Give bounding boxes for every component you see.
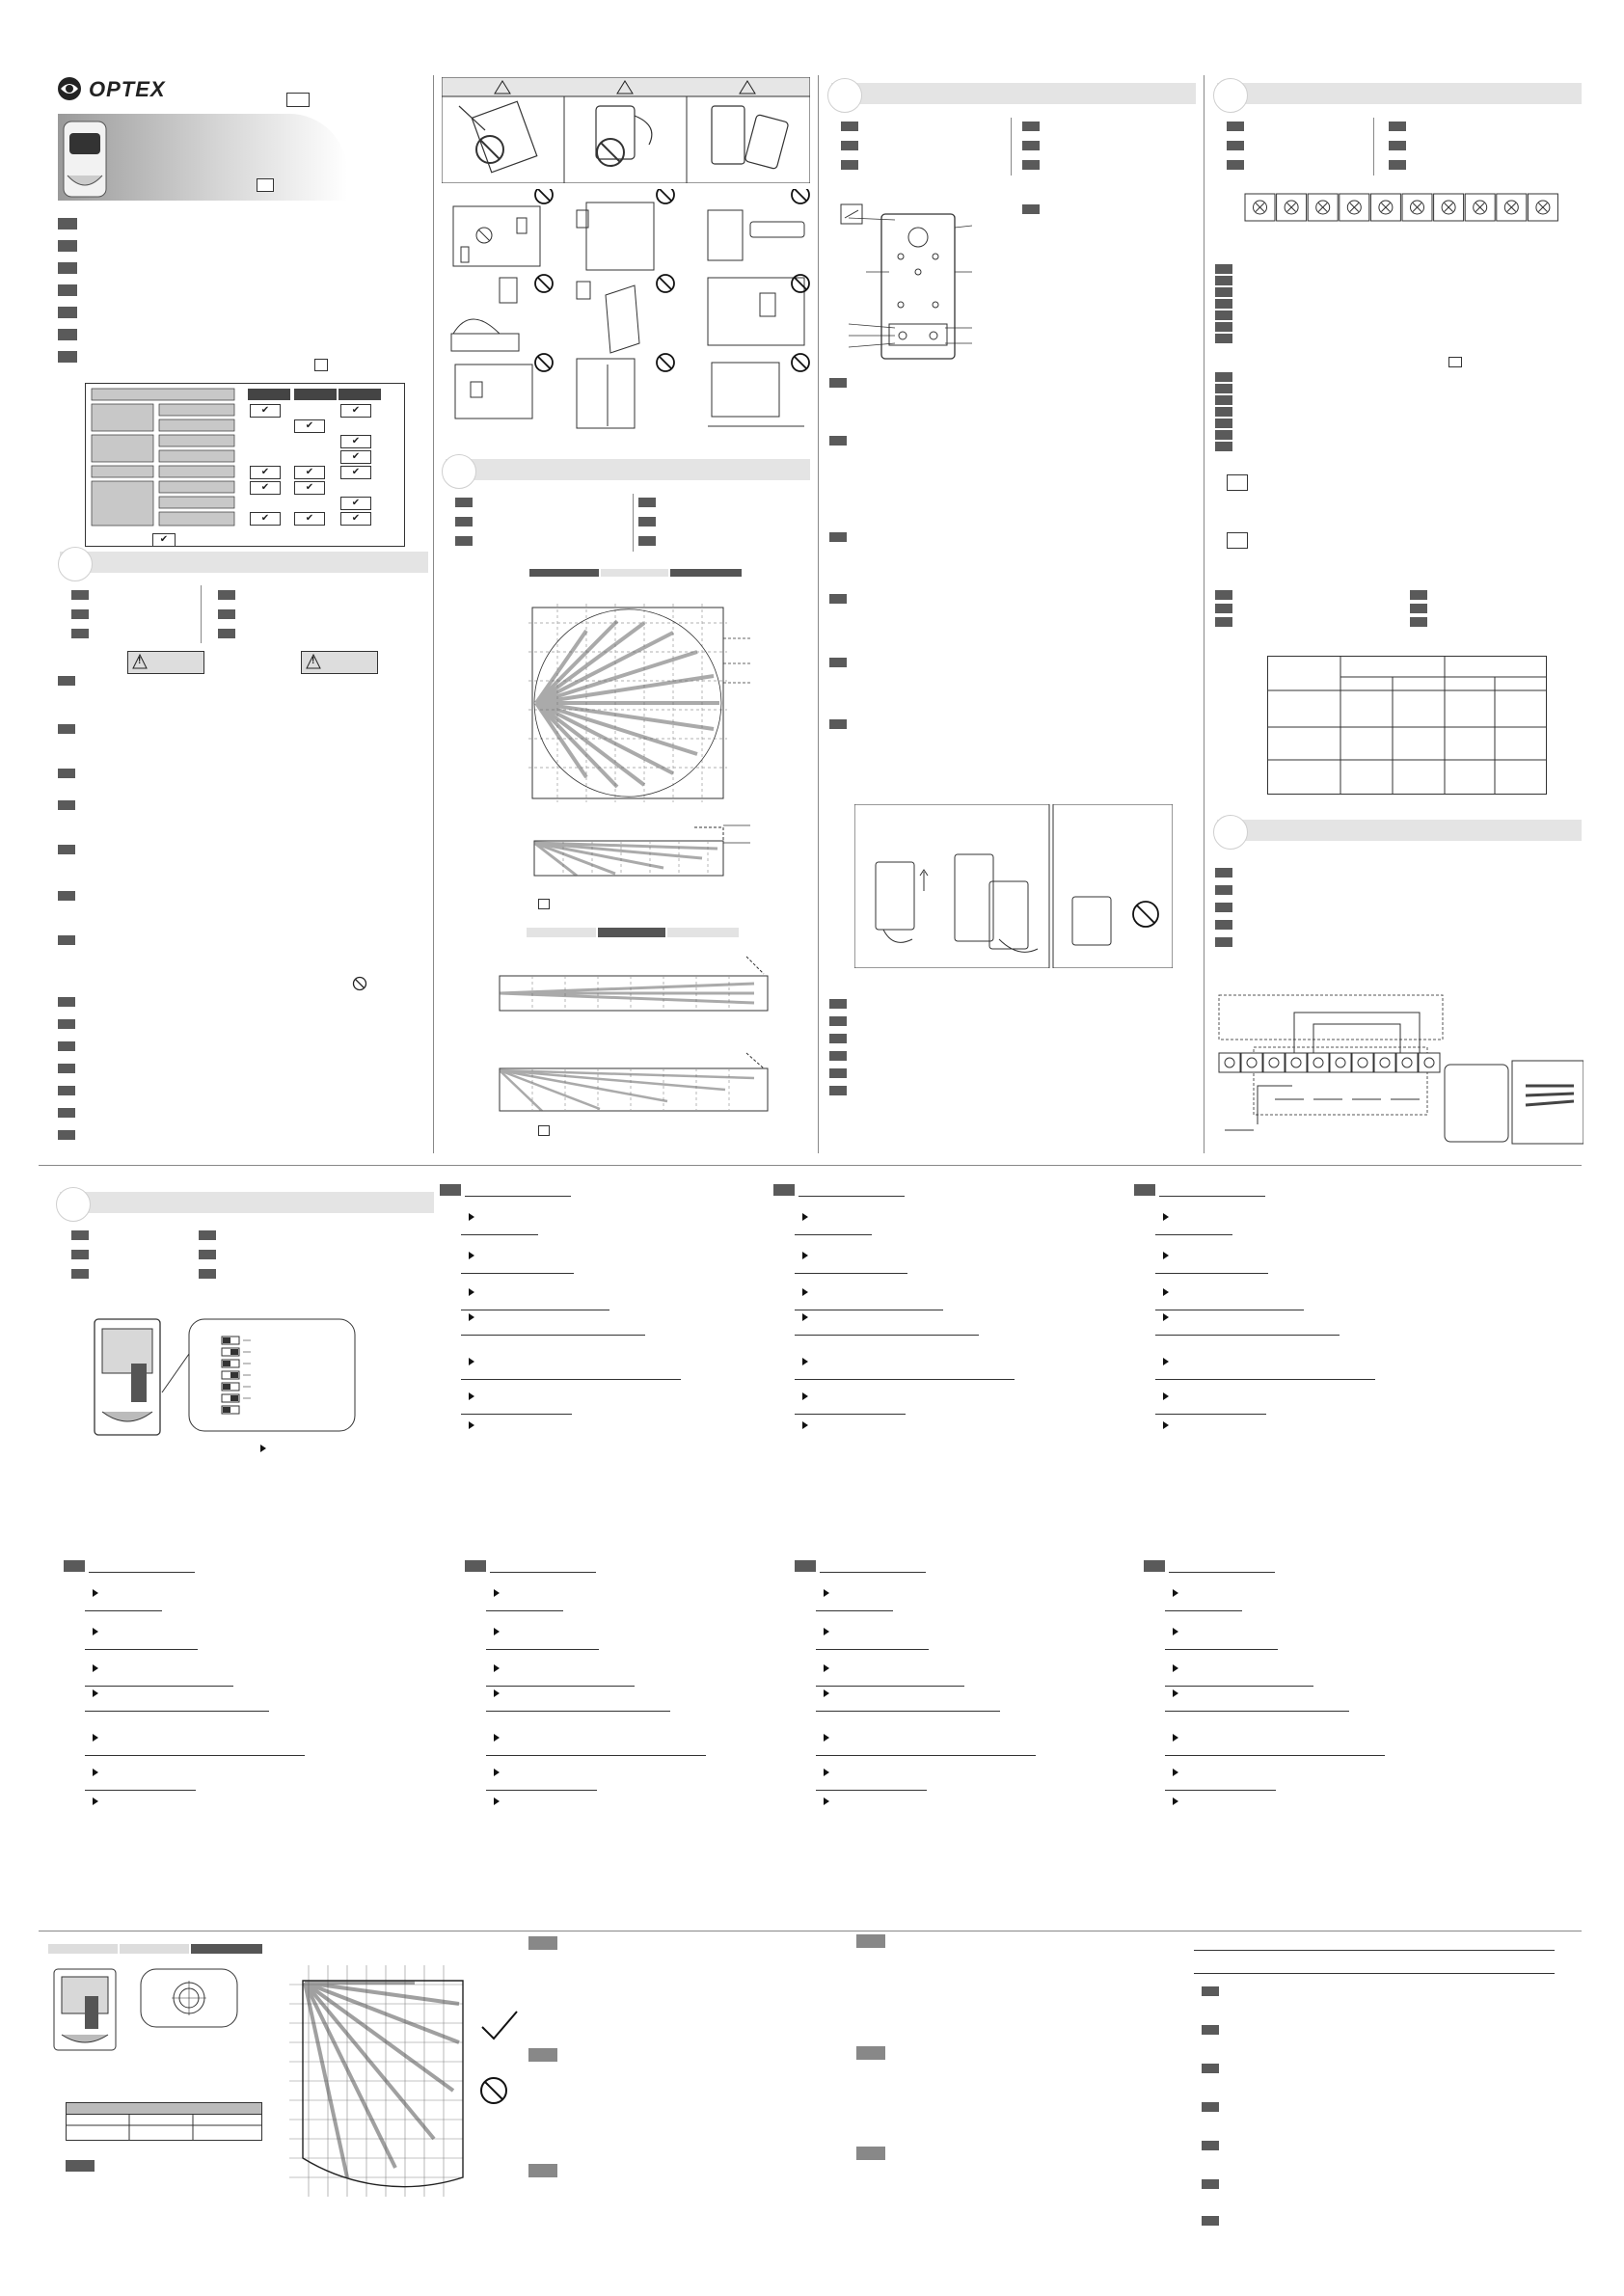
setting-rule (1159, 1196, 1265, 1197)
setting-rule (461, 1335, 645, 1336)
arrow-right-icon (802, 1421, 808, 1429)
arrow-right-icon (824, 1689, 829, 1697)
setting-rule (465, 1196, 571, 1197)
setting-marker (773, 1184, 795, 1196)
section-number-circle (442, 454, 476, 489)
arrow-right-icon (494, 1797, 500, 1805)
lang-marker (1227, 122, 1244, 131)
lang-marker (71, 1230, 89, 1240)
arrow-right-icon (93, 1628, 98, 1635)
wiring-spec-table (1267, 656, 1547, 795)
section-bar-5 (1217, 820, 1582, 841)
lang-marker (58, 1108, 75, 1118)
lang-marker (1215, 311, 1232, 320)
lang-marker (856, 2147, 885, 2160)
arrow-right-icon (1163, 1213, 1169, 1221)
lang-marker (455, 498, 473, 507)
lang-marker (1389, 122, 1406, 131)
setting-rule (1155, 1273, 1268, 1274)
check-cell: ✔ (250, 404, 281, 418)
lang-marker (58, 1064, 75, 1073)
mounting-base-diagram (837, 199, 978, 363)
arrow-right-icon (469, 1421, 474, 1429)
setting-rule (461, 1414, 572, 1415)
arrow-right-icon (469, 1252, 474, 1259)
setting-marker (440, 1184, 461, 1196)
setting-rule (89, 1572, 195, 1573)
lang-marker (58, 329, 77, 340)
setting-rule (820, 1572, 926, 1573)
note-box (1227, 532, 1248, 549)
check-cell: ✔ (294, 466, 325, 479)
setting-rule (795, 1234, 872, 1235)
lang-marker (58, 284, 77, 296)
warning-box (301, 651, 378, 674)
lang-marker (1215, 868, 1232, 878)
lang-marker (829, 594, 847, 604)
detection-pattern-side-view (528, 824, 752, 878)
section-number-circle (1213, 815, 1248, 850)
section-number-circle (58, 547, 93, 581)
lang-marker (71, 609, 89, 619)
lang-marker (829, 1051, 847, 1061)
lang-marker (638, 536, 656, 546)
arrow-right-icon (1173, 1769, 1178, 1776)
setting-rule (816, 1649, 929, 1650)
arrow-right-icon (1163, 1392, 1169, 1400)
lang-marker (1410, 590, 1427, 600)
arrow-right-icon (494, 1734, 500, 1742)
note-box (1448, 357, 1462, 367)
section-bar-1 (60, 552, 428, 573)
lang-marker (58, 218, 77, 230)
lang-marker (58, 997, 75, 1007)
setting-rule (1165, 1711, 1349, 1712)
lang-marker (1215, 885, 1232, 895)
arrow-right-icon (1173, 1734, 1178, 1742)
lang-marker (841, 141, 858, 150)
lang-marker (1215, 920, 1232, 930)
arrow-right-icon (802, 1358, 808, 1365)
check-cell: ✔ (340, 466, 371, 479)
lens-tab-selector (48, 1944, 262, 1954)
arrow-right-icon (1163, 1313, 1169, 1321)
lang-marker (1215, 287, 1232, 297)
setting-rule (1155, 1379, 1375, 1380)
divider (1373, 118, 1374, 176)
lang-marker (1202, 2141, 1219, 2150)
lang-marker (58, 240, 77, 252)
lens-table (66, 2102, 262, 2141)
lang-marker (829, 1034, 847, 1043)
lang-marker (1202, 2102, 1219, 2112)
detection-tab-selector-2 (527, 928, 739, 937)
spec-rule (1194, 1973, 1555, 1974)
lang-marker (1215, 384, 1232, 393)
model-box-3 (314, 359, 328, 371)
arrow-right-icon (824, 1769, 829, 1776)
lang-marker (199, 1230, 216, 1240)
arrow-right-icon (494, 1589, 500, 1597)
detection-pattern-top-view (528, 604, 752, 802)
section-number-circle (827, 78, 862, 113)
arrow-right-icon (494, 1664, 500, 1672)
arrow-right-icon (802, 1213, 808, 1221)
lens-adjustment-illustration (52, 1967, 241, 2054)
column-divider (433, 75, 434, 1153)
check-cell: ✔ (340, 450, 371, 464)
arrow-right-icon (1173, 1797, 1178, 1805)
long-range-pattern-side (494, 1051, 773, 1117)
column-divider (818, 75, 819, 1153)
lang-marker (218, 629, 235, 638)
section-bar-6 (60, 1192, 434, 1213)
arrow-right-icon (93, 1689, 98, 1697)
setting-rule (1165, 1755, 1385, 1756)
lang-marker (1215, 299, 1232, 309)
model-box (286, 93, 310, 107)
section-number-circle (1213, 78, 1248, 113)
long-range-pattern-top (494, 955, 773, 1022)
horizontal-divider (39, 1165, 1582, 1166)
check-cell: ✔ (250, 466, 281, 479)
arrow-right-icon (824, 1797, 829, 1805)
setting-rule (461, 1379, 681, 1380)
arrow-right-icon (494, 1769, 500, 1776)
check-cell: ✔ (250, 481, 281, 495)
setting-rule (486, 1711, 670, 1712)
setting-marker (795, 1560, 816, 1572)
warning-box (127, 651, 204, 674)
setting-rule (816, 1610, 893, 1611)
note-box (538, 1125, 550, 1136)
lang-marker (1215, 604, 1232, 613)
setting-marker (465, 1560, 486, 1572)
arrow-right-icon (93, 1734, 98, 1742)
arrow-right-icon (1163, 1358, 1169, 1365)
check-cell: ✔ (340, 404, 371, 418)
section-bar-2 (446, 459, 810, 480)
lang-marker (199, 1250, 216, 1259)
lang-marker (58, 351, 77, 363)
arrow-right-icon (93, 1589, 98, 1597)
setting-marker (1144, 1560, 1165, 1572)
setting-rule (486, 1649, 599, 1650)
lang-marker (455, 517, 473, 527)
setting-rule (816, 1755, 1036, 1756)
setting-rule (486, 1755, 706, 1756)
optex-logo (56, 75, 191, 102)
lang-marker (528, 2048, 557, 2062)
lang-marker (58, 1086, 75, 1095)
lang-marker (1215, 590, 1232, 600)
lang-marker (841, 160, 858, 170)
lang-marker (829, 1068, 847, 1078)
arrow-right-icon (1173, 1628, 1178, 1635)
setting-rule (1155, 1414, 1266, 1415)
check-cell: ✔ (294, 481, 325, 495)
lang-marker (58, 845, 75, 854)
lang-marker (829, 378, 847, 388)
setting-rule (85, 1686, 233, 1687)
lang-marker (58, 1041, 75, 1051)
setting-rule (795, 1414, 906, 1415)
lang-marker (856, 2046, 885, 2060)
lang-marker (1389, 141, 1406, 150)
lang-marker (829, 719, 847, 729)
model-box-2 (257, 178, 274, 192)
arrow-right-icon (1163, 1421, 1169, 1429)
lang-marker (1215, 419, 1232, 428)
setting-rule (85, 1790, 196, 1791)
lang-marker (528, 1936, 557, 1950)
setting-rule (1165, 1790, 1276, 1791)
lang-marker (1202, 1986, 1219, 1996)
arrow-right-icon (469, 1288, 474, 1296)
lang-marker (1202, 2064, 1219, 2073)
lang-marker (829, 658, 847, 667)
setting-rule (490, 1572, 596, 1573)
check-cell: ✔ (340, 435, 371, 448)
setting-rule (1165, 1610, 1242, 1611)
lang-marker (1202, 2179, 1219, 2189)
arrow-right-icon (1173, 1589, 1178, 1597)
section-bar-3 (831, 83, 1196, 104)
lang-marker (58, 1130, 75, 1140)
lang-marker (66, 2160, 95, 2172)
lang-marker (58, 891, 75, 901)
lang-marker (1022, 204, 1040, 214)
arrow-right-icon (824, 1628, 829, 1635)
lang-marker (1215, 937, 1232, 947)
setting-rule (85, 1755, 305, 1756)
lang-marker (58, 676, 75, 686)
lang-marker (58, 1019, 75, 1029)
lang-marker (455, 536, 473, 546)
lang-marker (1215, 617, 1232, 627)
divider (1011, 118, 1012, 176)
lang-marker (218, 590, 235, 600)
setting-rule (85, 1610, 162, 1611)
check-cell: ✔ (340, 512, 371, 526)
note-box (1227, 474, 1248, 491)
detection-tab-selector (529, 569, 742, 577)
cover-removal-illustration (854, 804, 1173, 968)
lang-marker (829, 1086, 847, 1095)
arrow-right-icon (802, 1392, 808, 1400)
arrow-right-icon (1173, 1664, 1178, 1672)
dip-switch-illustration (93, 1315, 359, 1439)
terminal-block (1244, 193, 1558, 222)
walk-test-pattern (289, 1965, 530, 2197)
lang-marker (71, 590, 89, 600)
check-legend: ✔ (152, 533, 176, 547)
arrow-right-icon (469, 1358, 474, 1365)
setting-rule (461, 1234, 538, 1235)
arrow-right-icon (1163, 1252, 1169, 1259)
lang-marker (841, 122, 858, 131)
lang-marker (218, 609, 235, 619)
warning-illustrations (442, 77, 810, 183)
lang-marker (829, 1016, 847, 1026)
check-cell: ✔ (294, 512, 325, 526)
setting-rule (1169, 1572, 1275, 1573)
lang-marker (638, 517, 656, 527)
setting-rule (85, 1649, 198, 1650)
setting-marker (64, 1560, 85, 1572)
compatibility-table (85, 383, 405, 547)
setting-rule (486, 1686, 635, 1687)
setting-rule (85, 1711, 269, 1712)
wiring-diagram (1217, 993, 1583, 1148)
section-number-circle (56, 1187, 91, 1222)
lang-marker (1215, 276, 1232, 285)
lang-marker (1202, 2025, 1219, 2035)
setting-marker (1134, 1184, 1155, 1196)
arrow-right-icon (824, 1589, 829, 1597)
lang-marker (1202, 2216, 1219, 2226)
lang-marker (1022, 122, 1040, 131)
setting-rule (816, 1790, 927, 1791)
lang-marker (1410, 604, 1427, 613)
lang-marker (71, 1269, 89, 1279)
lang-marker (71, 1250, 89, 1259)
check-cell: ✔ (250, 512, 281, 526)
lang-marker (638, 498, 656, 507)
lang-marker (199, 1269, 216, 1279)
lang-marker (1215, 334, 1232, 343)
lang-marker (58, 724, 75, 734)
lang-marker (1215, 903, 1232, 912)
arrow-right-icon (469, 1313, 474, 1321)
arrow-right-icon (469, 1392, 474, 1400)
warning-triangle-icon: ! (306, 654, 321, 672)
arrow-right-icon (494, 1689, 500, 1697)
lang-marker (829, 999, 847, 1009)
setting-rule (1165, 1686, 1313, 1687)
setting-rule (461, 1273, 574, 1274)
lang-marker (1215, 395, 1232, 405)
setting-rule (486, 1610, 563, 1611)
lang-marker (1022, 160, 1040, 170)
setting-rule (1165, 1649, 1278, 1650)
section-bar-4 (1217, 83, 1582, 104)
lang-marker (829, 532, 847, 542)
lang-marker (1215, 442, 1232, 451)
setting-rule (486, 1790, 597, 1791)
lang-marker (1215, 407, 1232, 417)
lang-marker (71, 629, 89, 638)
lang-marker (58, 769, 75, 778)
lang-marker (1227, 160, 1244, 170)
note-box (538, 899, 550, 909)
arrow-right-icon (93, 1797, 98, 1805)
lang-marker (1215, 430, 1232, 440)
setting-rule (816, 1711, 1000, 1712)
divider (633, 494, 634, 552)
setting-rule (816, 1686, 964, 1687)
setting-rule (795, 1379, 1015, 1380)
prohibited-icon (352, 976, 367, 996)
lang-marker (1022, 141, 1040, 150)
setting-rule (795, 1273, 907, 1274)
arrow-right-icon (802, 1288, 808, 1296)
warning-triangle-icon: ! (132, 654, 148, 672)
setting-rule (1155, 1234, 1232, 1235)
arrow-right-icon (824, 1664, 829, 1672)
lang-marker (58, 262, 77, 274)
arrow-right-icon (93, 1769, 98, 1776)
lang-marker (58, 307, 77, 318)
brand-name: OPTEX (89, 77, 166, 101)
lang-marker (1410, 617, 1427, 627)
arrow-right-icon (824, 1734, 829, 1742)
arrow-right-icon (494, 1628, 500, 1635)
arrow-right-icon (1163, 1288, 1169, 1296)
setting-rule (798, 1196, 905, 1197)
arrow-right-icon (260, 1445, 266, 1452)
arrow-right-icon (93, 1664, 98, 1672)
arrow-right-icon (469, 1213, 474, 1221)
divider (201, 585, 202, 643)
arrow-right-icon (1173, 1689, 1178, 1697)
lang-marker (1215, 264, 1232, 274)
detector-image (60, 120, 110, 199)
lang-marker (528, 2164, 557, 2177)
arrow-right-icon (802, 1252, 808, 1259)
check-cell: ✔ (294, 419, 325, 433)
lang-marker (1389, 160, 1406, 170)
setting-rule (795, 1335, 979, 1336)
lang-marker (58, 800, 75, 810)
check-cell: ✔ (340, 497, 371, 510)
lang-marker (829, 436, 847, 446)
lang-marker (856, 1934, 885, 1948)
lang-marker (58, 935, 75, 945)
arrow-right-icon (802, 1313, 808, 1321)
lang-marker (1215, 372, 1232, 382)
lang-marker (1227, 141, 1244, 150)
setting-rule (1155, 1335, 1340, 1336)
lang-marker (1215, 322, 1232, 332)
placement-illustrations (442, 189, 810, 432)
spec-rule (1194, 1950, 1555, 1951)
